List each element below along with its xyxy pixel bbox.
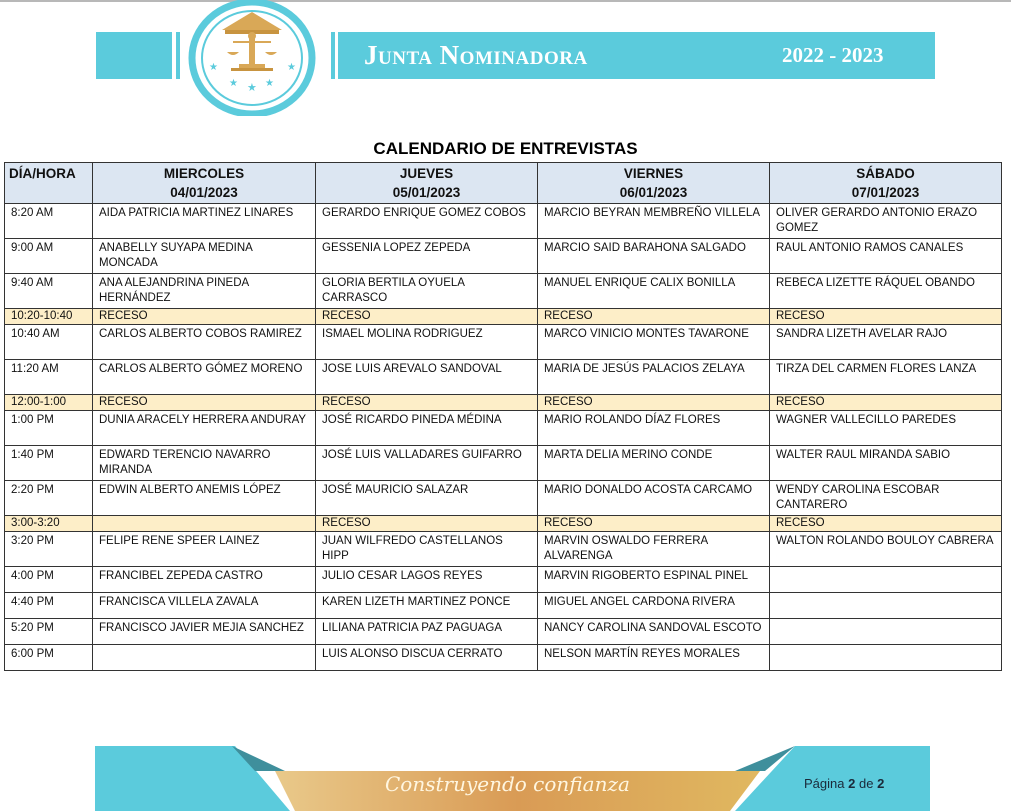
recess-row (5, 516, 1002, 532)
table-header-row (5, 163, 1002, 204)
page-current: 2 (848, 776, 856, 791)
scales-of-justice-logo-icon (187, 0, 317, 116)
recess-cell: RECESO (770, 516, 1002, 532)
candidate-cell: GERARDO ENRIQUE GOMEZ COBOS (316, 204, 538, 239)
table-row (5, 481, 1002, 516)
candidate-cell: REBECA LIZETTE RÁQUEL OBANDO (770, 274, 1002, 309)
candidate-cell: MARIO DONALDO ACOSTA CARCAMO (538, 481, 770, 516)
header-band-stripe (331, 32, 335, 79)
candidate-cell: AIDA PATRICIA MARTINEZ LINARES (93, 204, 316, 239)
recess-cell: RECESO (538, 516, 770, 532)
table-row (5, 645, 1002, 671)
candidate-cell (770, 619, 1002, 645)
time-cell: 10:40 AM (5, 325, 93, 360)
candidate-cell (770, 645, 1002, 671)
candidate-cell: TIRZA DEL CARMEN FLORES LANZA (770, 360, 1002, 395)
candidate-cell: JOSÉ LUIS VALLADARES GUIFARRO (316, 446, 538, 481)
table-row (5, 411, 1002, 446)
header-band-left (96, 32, 172, 79)
candidate-cell: MARVIN RIGOBERTO ESPINAL PINEL (538, 567, 770, 593)
column-day: JUEVES (399, 166, 454, 181)
candidate-cell: JOSÉ RICARDO PINEDA MÉDINA (316, 411, 538, 446)
recess-cell: RECESO (316, 309, 538, 325)
svg-text:★: ★ (265, 78, 274, 89)
candidate-cell: JULIO CESAR LAGOS REYES (316, 567, 538, 593)
column-day: SÁBADO (856, 166, 915, 181)
candidate-cell: WALTER RAUL MIRANDA SABIO (770, 446, 1002, 481)
candidate-cell (93, 645, 316, 671)
candidate-cell: FELIPE RENE SPEER LAINEZ (93, 532, 316, 567)
interview-schedule-table (4, 162, 1002, 671)
candidate-cell: JOSE LUIS AREVALO SANDOVAL (316, 360, 538, 395)
time-cell: 11:20 AM (5, 360, 93, 395)
column-header-thursday (316, 163, 538, 204)
svg-text:★: ★ (247, 82, 257, 94)
candidate-cell: OLIVER GERARDO ANTONIO ERAZO GOMEZ (770, 204, 1002, 239)
candidate-cell: MARVIN OSWALDO FERRERA ALVARENGA (538, 532, 770, 567)
candidate-cell: MARCIO BEYRAN MEMBREÑO VILLELA (538, 204, 770, 239)
candidate-cell: NELSON MARTÍN REYES MORALES (538, 645, 770, 671)
period-years: 2022 - 2023 (782, 43, 884, 67)
table-row (5, 239, 1002, 274)
candidate-cell: FRANCISCA VILLELA ZAVALA (93, 593, 316, 619)
candidate-cell: SANDRA LIZETH AVELAR RAJO (770, 325, 1002, 360)
candidate-cell: MARTA DELIA MERINO CONDE (538, 446, 770, 481)
page-total: 2 (877, 776, 885, 791)
page-title: CALENDARIO DE ENTREVISTAS (373, 139, 638, 158)
candidate-cell: EDWARD TERENCIO NAVARRO MIRANDA (93, 446, 316, 481)
page-prefix: Página (804, 776, 845, 791)
time-cell: 3:00-3:20 (5, 516, 93, 532)
recess-cell: RECESO (770, 309, 1002, 325)
column-day: DÍA/HORA (9, 166, 76, 181)
time-cell: 12:00-1:00 (5, 395, 93, 411)
svg-text:★: ★ (287, 62, 296, 73)
column-date (9, 183, 88, 202)
time-cell: 10:20-10:40 (5, 309, 93, 325)
column-date: 07/01/2023 (851, 185, 920, 200)
candidate-cell: EDWIN ALBERTO ANEMIS LÓPEZ (93, 481, 316, 516)
time-cell: 6:00 PM (5, 645, 93, 671)
header-band-left-stripe (176, 32, 180, 79)
time-cell: 4:40 PM (5, 593, 93, 619)
column-date: 06/01/2023 (619, 185, 688, 200)
candidate-cell: KAREN LIZETH MARTINEZ PONCE (316, 593, 538, 619)
candidate-cell: DUNIA ARACELY HERRERA ANDURAY (93, 411, 316, 446)
candidate-cell (93, 516, 316, 532)
time-cell: 9:00 AM (5, 239, 93, 274)
recess-row (5, 395, 1002, 411)
candidate-cell: GESSENIA LOPEZ ZEPEDA (316, 239, 538, 274)
page-separator: de (858, 776, 874, 791)
candidate-cell (770, 567, 1002, 593)
column-day: VIERNES (623, 166, 684, 181)
recess-cell: RECESO (538, 395, 770, 411)
column-date: 05/01/2023 (392, 185, 461, 200)
column-day: MIERCOLES (163, 166, 245, 181)
time-cell: 1:40 PM (5, 446, 93, 481)
candidate-cell: WALTON ROLANDO BOULOY CABRERA (770, 532, 1002, 567)
column-date: 04/01/2023 (170, 185, 238, 200)
candidate-cell: ANA ALEJANDRINA PINEDA HERNÁNDEZ (93, 274, 316, 309)
time-cell: 5:20 PM (5, 619, 93, 645)
svg-text:★: ★ (229, 78, 238, 89)
column-header-saturday (770, 163, 1002, 204)
candidate-cell: MARIA DE JESÚS PALACIOS ZELAYA (538, 360, 770, 395)
table-row (5, 204, 1002, 239)
candidate-cell (770, 593, 1002, 619)
candidate-cell: MARIO ROLANDO DÍAZ FLORES (538, 411, 770, 446)
recess-cell: RECESO (770, 395, 1002, 411)
candidate-cell: FRANCIBEL ZEPEDA CASTRO (93, 567, 316, 593)
candidate-cell: MANUEL ENRIQUE CALIX BONILLA (538, 274, 770, 309)
candidate-cell: WENDY CAROLINA ESCOBAR CANTARERO (770, 481, 1002, 516)
candidate-cell: MARCIO SAID BARAHONA SALGADO (538, 239, 770, 274)
table-row (5, 619, 1002, 645)
recess-row (5, 309, 1002, 325)
candidate-cell: ANABELLY SUYAPA MEDINA MONCADA (93, 239, 316, 274)
candidate-cell: ISMAEL MOLINA RODRIGUEZ (316, 325, 538, 360)
table-row (5, 532, 1002, 567)
time-cell: 8:20 AM (5, 204, 93, 239)
recess-cell: RECESO (538, 309, 770, 325)
time-cell: 3:20 PM (5, 532, 93, 567)
top-border (0, 0, 1011, 2)
candidate-cell: CARLOS ALBERTO GÓMEZ MORENO (93, 360, 316, 395)
recess-cell: RECESO (93, 395, 316, 411)
candidate-cell: MIGUEL ANGEL CARDONA RIVERA (538, 593, 770, 619)
column-header-wednesday (93, 163, 316, 204)
footer-slogan: Construyendo confianza (385, 772, 630, 796)
candidate-cell: FRANCISCO JAVIER MEJIA SANCHEZ (93, 619, 316, 645)
organization-title: Junta Nominadora (364, 40, 588, 70)
recess-cell: RECESO (93, 309, 316, 325)
recess-cell: RECESO (316, 516, 538, 532)
time-cell: 1:00 PM (5, 411, 93, 446)
table-row (5, 593, 1002, 619)
svg-text:★: ★ (209, 62, 218, 73)
candidate-cell: WAGNER VALLECILLO PAREDES (770, 411, 1002, 446)
candidate-cell: MARCO VINICIO MONTES TAVARONE (538, 325, 770, 360)
candidate-cell: GLORIA BERTILA OYUELA CARRASCO (316, 274, 538, 309)
table-body (5, 204, 1002, 671)
page-number (804, 776, 884, 791)
table-row (5, 360, 1002, 395)
table-row (5, 274, 1002, 309)
candidate-cell: RAUL ANTONIO RAMOS CANALES (770, 239, 1002, 274)
table-row (5, 325, 1002, 360)
time-cell: 2:20 PM (5, 481, 93, 516)
table-row (5, 446, 1002, 481)
candidate-cell: CARLOS ALBERTO COBOS RAMIREZ (93, 325, 316, 360)
column-header-friday (538, 163, 770, 204)
recess-cell: RECESO (316, 395, 538, 411)
time-cell: 4:00 PM (5, 567, 93, 593)
candidate-cell: JOSÉ MAURICIO SALAZAR (316, 481, 538, 516)
candidate-cell: NANCY CAROLINA SANDOVAL ESCOTO (538, 619, 770, 645)
candidate-cell: LUIS ALONSO DISCUA CERRATO (316, 645, 538, 671)
table-row (5, 567, 1002, 593)
candidate-cell: JUAN WILFREDO CASTELLANOS HIPP (316, 532, 538, 567)
candidate-cell: LILIANA PATRICIA PAZ PAGUAGA (316, 619, 538, 645)
time-cell: 9:40 AM (5, 274, 93, 309)
column-header-time (5, 163, 93, 204)
